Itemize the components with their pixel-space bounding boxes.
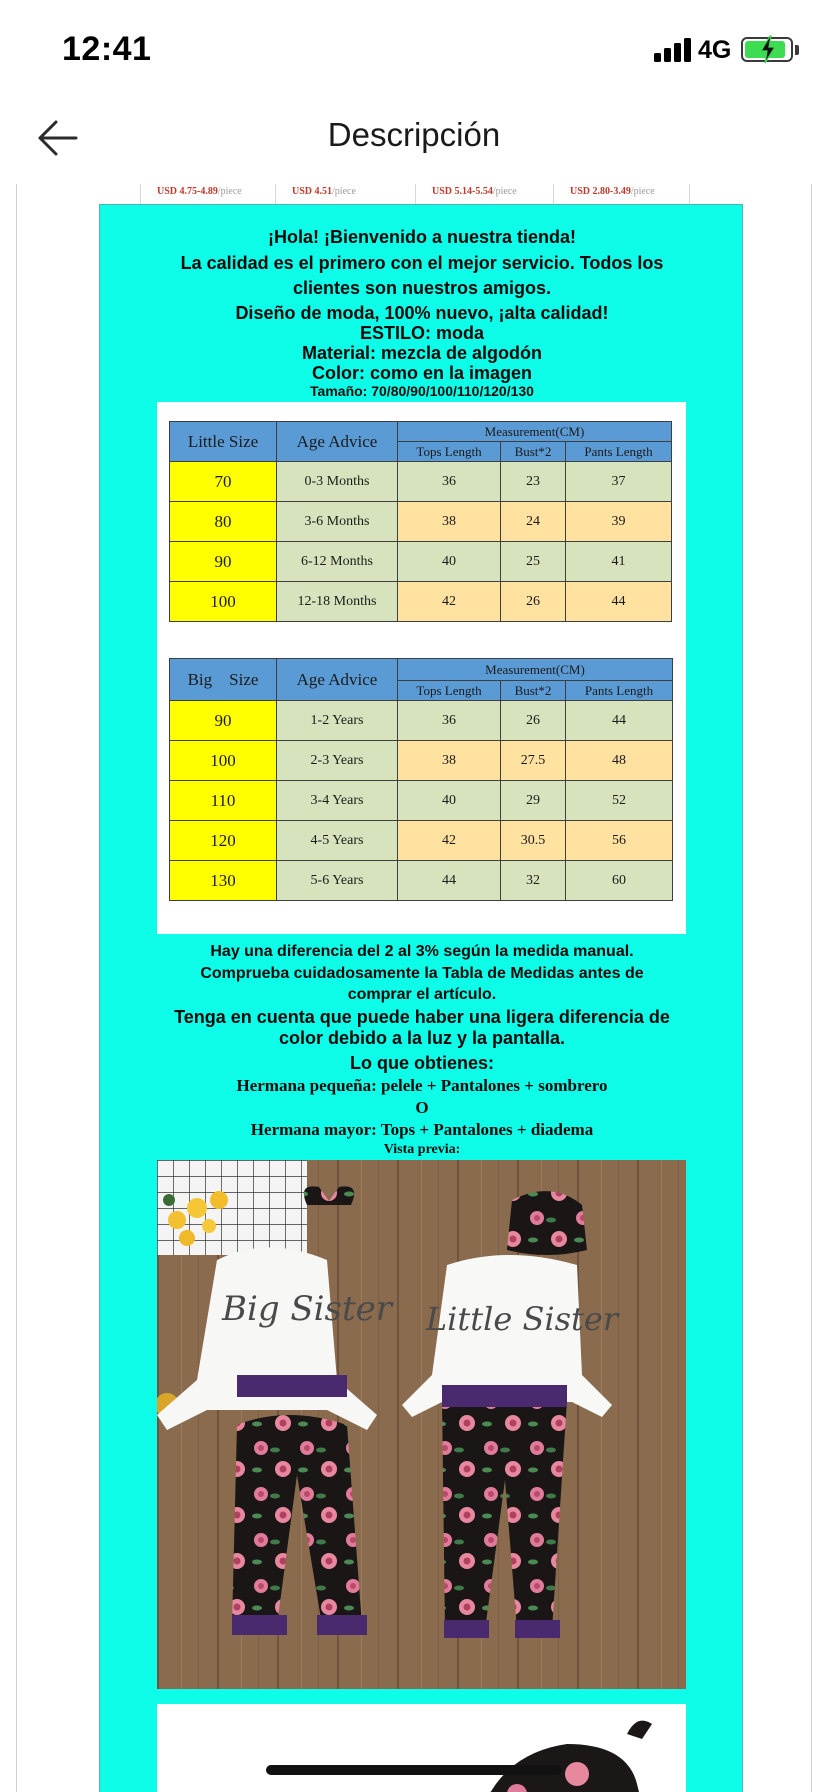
pants-cell: 44 — [566, 582, 672, 622]
pants-length-header: Pants Length — [566, 442, 672, 462]
size-cell: 70 — [170, 462, 277, 502]
tops-cell: 44 — [398, 861, 501, 901]
second-preview-photo — [157, 1704, 686, 1792]
measurement-header: Measurement(CM) — [398, 422, 672, 442]
or-text: O — [415, 1098, 429, 1117]
charging-bolt-icon — [758, 35, 778, 64]
age-cell: 6-12 Months — [277, 542, 398, 582]
size-cell: 100 — [170, 741, 277, 781]
price-cell: USD 4.51/piece — [275, 184, 415, 204]
tops-cell: 36 — [398, 701, 501, 741]
pants-cell: 48 — [566, 741, 673, 781]
tops-length-header: Tops Length — [398, 442, 501, 462]
color-difference-note: Tenga en cuenta que puede haber una ligera diferencia de color debido a la luz y la pantalla. — [174, 1007, 670, 1048]
page-title: Descripción — [327, 116, 501, 153]
what-you-get-heading: Lo que obtienes: — [350, 1053, 494, 1073]
material-text: Material: mezcla de algodón — [301, 343, 543, 363]
table-row — [170, 502, 672, 542]
bust-header: Bust*2 — [501, 442, 566, 462]
size-cell: 130 — [170, 861, 277, 901]
frame-line-right — [811, 184, 812, 1792]
svg-text:Little Sister: Little Sister — [425, 1300, 619, 1338]
age-cell: 4-5 Years — [277, 821, 398, 861]
tops-cell: 38 — [398, 502, 501, 542]
little-size-header: Little Size — [170, 422, 277, 462]
description-content[interactable] — [0, 184, 828, 1792]
bust-cell: 27.5 — [501, 741, 566, 781]
size-cell: 80 — [170, 502, 277, 542]
preview-label: Vista previa: — [383, 1142, 461, 1157]
size-text: Tamaño: 70/80/90/100/110/120/130 — [310, 383, 534, 399]
table-row — [170, 821, 673, 861]
preview-photo — [157, 1160, 686, 1689]
tops-cell: 42 — [398, 582, 501, 622]
pants-cell: 37 — [566, 462, 672, 502]
size-cell: 90 — [170, 542, 277, 582]
age-advice-header: Age Advice — [277, 422, 398, 462]
age-cell: 5-6 Years — [277, 861, 398, 901]
second-photo-illustration — [157, 1704, 686, 1792]
size-cell: 110 — [170, 781, 277, 821]
tops-cell: 40 — [398, 542, 501, 582]
home-indicator[interactable] — [266, 1765, 562, 1775]
signal-icon — [654, 38, 692, 62]
size-cell: 120 — [170, 821, 277, 861]
table-row — [170, 781, 673, 821]
price-cell: USD 2.80-3.49/piece — [553, 184, 690, 204]
bust-cell: 26 — [501, 582, 566, 622]
bust-cell: 24 — [501, 502, 566, 542]
size-chart-image — [157, 402, 686, 934]
table-row — [170, 542, 672, 582]
price-strip — [140, 184, 690, 204]
price-cell: USD 5.14-5.54/piece — [415, 184, 553, 204]
pants-cell: 52 — [566, 781, 673, 821]
big-sister-contents: Hermana mayor: Tops + Pantalones + diadema — [250, 1120, 594, 1139]
bust-cell: 25 — [501, 542, 566, 582]
tops-cell: 38 — [398, 741, 501, 781]
pants-cell: 41 — [566, 542, 672, 582]
bust-cell: 26 — [501, 701, 566, 741]
age-cell: 1-2 Years — [277, 701, 398, 741]
little-size-table — [169, 421, 672, 622]
preview-photo-illustration — [157, 1160, 686, 1689]
age-cell: 3-4 Years — [277, 781, 398, 821]
style-text: ESTILO: moda — [359, 323, 484, 343]
bust-cell: 30.5 — [501, 821, 566, 861]
tops-cell: 42 — [398, 821, 501, 861]
bust-cell: 29 — [501, 781, 566, 821]
age-cell: 12-18 Months — [277, 582, 398, 622]
bust-cell: 32 — [501, 861, 566, 901]
table-row — [170, 462, 672, 502]
difference-note: Hay una diferencia del 2 al 3% según la medida manual. — [210, 943, 634, 960]
table-row — [170, 861, 673, 901]
table-row — [170, 741, 673, 781]
age-cell: 3-6 Months — [277, 502, 398, 542]
measurement-header: Measurement(CM) — [398, 659, 673, 681]
battery-tip — [795, 45, 799, 55]
greeting-text: ¡Hola! ¡Bienvenido a nuestra tienda! — [267, 227, 577, 247]
check-chart-note: Comprueba cuidadosamente la Tabla de Medidas antes de comprar el artículo. — [200, 965, 644, 1003]
frame-line-left — [16, 184, 17, 1792]
age-cell: 0-3 Months — [277, 462, 398, 502]
age-cell: 2-3 Years — [277, 741, 398, 781]
big-size-header: Big Size — [170, 659, 277, 701]
tops-cell: 40 — [398, 781, 501, 821]
pants-cell: 44 — [566, 701, 673, 741]
color-text: Color: como en la imagen — [311, 363, 533, 383]
network-label: 4G — [698, 36, 732, 64]
nav-header — [0, 96, 828, 184]
pants-cell: 39 — [566, 502, 672, 542]
pants-cell: 60 — [566, 861, 673, 901]
tops-length-header: Tops Length — [398, 681, 501, 701]
bust-cell: 23 — [501, 462, 566, 502]
status-time: 12:41 — [62, 30, 152, 68]
status-bar — [0, 0, 828, 96]
price-cell: USD 4.75-4.89/piece — [140, 184, 275, 204]
description-block — [99, 204, 743, 1792]
pants-length-header: Pants Length — [566, 681, 673, 701]
table-row — [170, 582, 672, 622]
svg-text:Big Sister: Big Sister — [221, 1289, 393, 1329]
quality-text: La calidad es el primero con el mejor servicio. Todos los clientes son nuestros amigos. — [180, 253, 664, 298]
age-advice-header: Age Advice — [277, 659, 398, 701]
tops-cell: 36 — [398, 462, 501, 502]
pants-cell: 56 — [566, 821, 673, 861]
big-size-table — [169, 658, 673, 901]
bust-header: Bust*2 — [501, 681, 566, 701]
design-text: Diseño de moda, 100% nuevo, ¡alta calidad! — [235, 303, 609, 323]
little-sister-contents: Hermana pequeña: pelele + Pantalones + sombrero — [236, 1076, 608, 1095]
table-row — [170, 701, 673, 741]
size-cell: 100 — [170, 582, 277, 622]
size-cell: 90 — [170, 701, 277, 741]
